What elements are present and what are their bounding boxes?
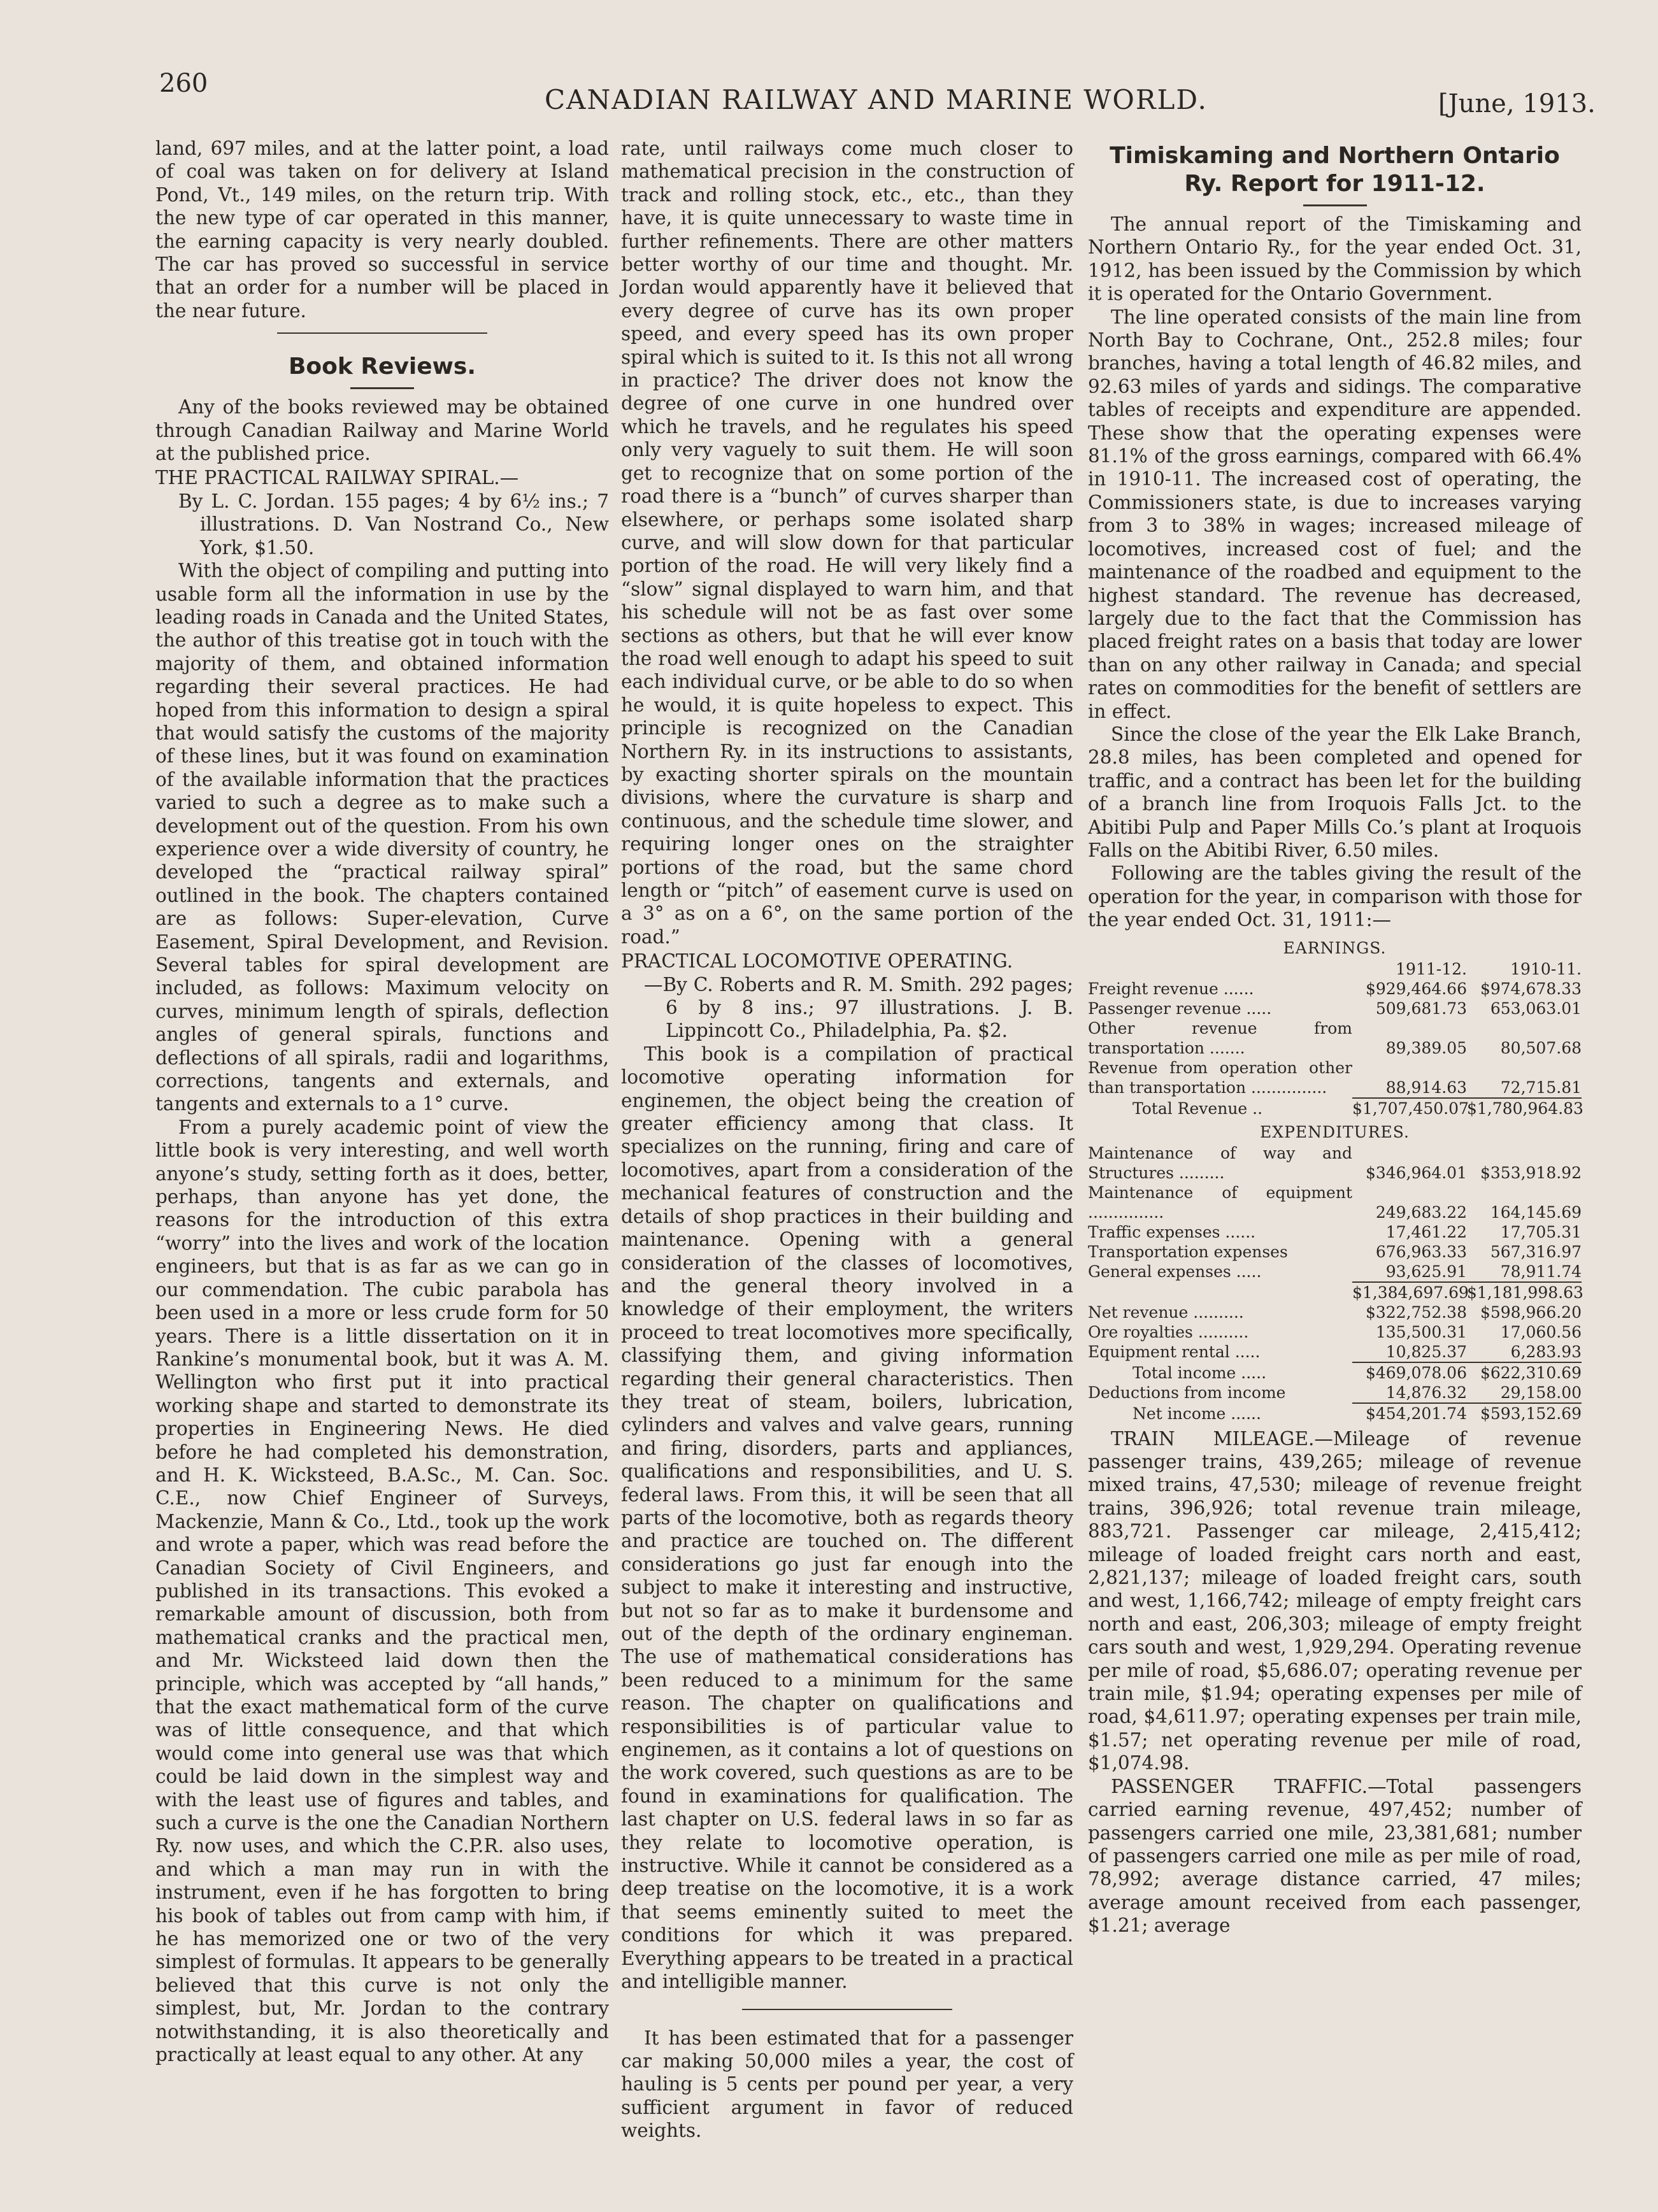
article-paragraph: Since the close of the year the Elk Lake Branch, 28.8 miles, has been completed and opened for traffic, and a contract has been let for the building of a branch line from Iroquois Falls Jct. to the Abitibi Pulp and Paper Mills Co.’s plant at Iroquois Falls on the Abitibi River, 6.50 miles. bbox=[1088, 723, 1582, 861]
value-1910-11: 17,705.31 bbox=[1500, 1222, 1582, 1241]
row-label: Freight revenue ...... bbox=[1088, 979, 1254, 998]
value-1910-11: $593,152.69 bbox=[1480, 1404, 1582, 1423]
value-1910-11: 6,283.93 bbox=[1510, 1342, 1582, 1361]
table-row bbox=[1088, 1242, 1582, 1262]
value-1910-11: $1,181,998.63 bbox=[1467, 1283, 1583, 1302]
earnings-title: EARNINGS. bbox=[1283, 938, 1387, 957]
book-meta: By L. C. Jordan. 155 pages; 4 by 6½ ins.; 7 illustrations. D. Van Nostrand Co., New York, $1.50. bbox=[178, 490, 609, 559]
value-1910-11: $598,966.20 bbox=[1480, 1302, 1582, 1322]
row-label: General expenses ..... bbox=[1088, 1262, 1262, 1281]
table-row bbox=[1088, 1222, 1582, 1242]
review-paragraph: With the object of compiling and putting into usable form all the information in use by the leading roads in Canada and the United States, the author of this treatise got in touch with the majority of them, and obtained information regarding their several practices. He had hoped from this information to design a spiral that would satisfy the customs of the majority of these lines, but it was found on examination of the available information that the practices varied to such a degree as to make such a development out of the question. From his own experience over a wide diversity of country, he developed the “practical railway spiral” outlined in the book. The chapters contained are as follows: Super-elevation, Curve Easement, Spiral Development, and Revision. Several tables for spiral development are included, as follows: Maximum velocity on curves, minimum length of spirals, deflection angles of general spirals, functions and deflections of all spirals, radii and logarithms, corrections, tangents and externals, and tangents and externals to a 1° curve. bbox=[155, 560, 609, 1115]
article-continuation: land, 697 miles, and at the latter point, a load of coal was taken on for delivery at Island Pond, Vt., 149 miles, on the return trip. With the new type of car operated in this manner, the earning capacity is very nearly doubled. The car has proved so successful in service that an order for a number will be placed in the near future. bbox=[155, 138, 609, 322]
page-header bbox=[0, 0, 1658, 134]
page-number: 260 bbox=[159, 69, 208, 98]
value-1910-11: 72,715.81 bbox=[1500, 1078, 1582, 1097]
review-paragraph: rate, until railways come much closer to mathematical precision in the construction of track and rolling stock, etc., etc., than they have, it is quite unnecessary to waste time in further refinements. There are other matters better worthy of our time and thought. Mr. Jordan would apparently have it believed that every degree of curve has its own proper speed, and every speed has its own proper spiral which is suited to it. Is this not all wrong in practice? The driver does not know the degree of one curve in one hundred over which he travels, and he regulates his speed only very vaguely to suit them. He will soon get to recognize that on some portion of the road there is a “bunch” of curves sharper than elsewhere, or perhaps some isolated sharp curve, and will slow down for that particular portion of the road. He will very likely find a “slow” signal displayed to warn him, and that his schedule will not be as fast over some sections as others, but that he will ever know the road well enough to adapt his speed to suit each individual curve, or be able to do so when he would, it is quite hopeless to expect. This principle is recognized on the Canadian Northern Ry. in its instructions to assistants, by exacting shorter spirals on the mountain divisions, where the curvature is sharp and continuous, and the schedule time slower, and requiring longer ones on the straighter portions of the road, but the same chord length or “pitch” of easement curve is used on a 3° as on a 6°, on the same portion of the road.” bbox=[621, 138, 1073, 948]
value-1911-12: 93,625.91 bbox=[1385, 1262, 1467, 1281]
table-row-total bbox=[1088, 1099, 1582, 1118]
reviews-note: Any of the books reviewed may be obtained through Canadian Railway and Marine World at the published price. bbox=[155, 396, 609, 465]
value-1911-12: 676,963.33 bbox=[1375, 1242, 1467, 1261]
row-label: Maintenance of way and Structures ......... bbox=[1088, 1143, 1352, 1182]
row-label: Maintenance of equipment ............... bbox=[1088, 1183, 1352, 1222]
value-1911-12: 17,461.22 bbox=[1385, 1222, 1467, 1241]
value-1911-12: $1,384,697.69 bbox=[1352, 1283, 1469, 1302]
value-1911-12: 509,681.73 bbox=[1375, 999, 1467, 1018]
book-meta: —By C. Roberts and R. M. Smith. 292 pages; 6 by 8 ins.; 97 illustrations. J. B. Lippincott Co., Philadelphia, Pa. $2. bbox=[644, 973, 1073, 1042]
value-1910-11: 29,158.00 bbox=[1500, 1383, 1582, 1402]
financial-tables bbox=[1088, 938, 1582, 1424]
table-row-total-income bbox=[1088, 1363, 1582, 1383]
value-1910-11: 567,316.97 bbox=[1490, 1242, 1582, 1261]
value-1911-12: $1,707,450.07 bbox=[1352, 1099, 1469, 1118]
value-1911-12: 88,914.63 bbox=[1385, 1078, 1467, 1097]
row-label: Total income ..... bbox=[1133, 1363, 1267, 1382]
issue-date: [June, 1913. bbox=[1438, 89, 1596, 118]
row-label: Transportation expenses bbox=[1088, 1242, 1288, 1261]
table-row bbox=[1088, 1018, 1582, 1058]
value-1910-11: 164,145.69 bbox=[1490, 1202, 1582, 1222]
value-1910-11: 17,060.56 bbox=[1500, 1322, 1582, 1341]
value-1910-11: $1,780,964.83 bbox=[1467, 1099, 1583, 1118]
article-paragraph: Following are the tables giving the result of the operation for the year, in comparison with those for the year ended Oct. 31, 1911:— bbox=[1088, 862, 1582, 931]
value-1911-12: $454,201.74 bbox=[1365, 1404, 1467, 1423]
value-1911-12: 135,500.31 bbox=[1375, 1322, 1467, 1341]
masthead: CANADIAN RAILWAY AND MARINE WORLD. bbox=[545, 84, 1208, 115]
train-mileage-paragraph: TRAIN MILEAGE.—Mileage of revenue passenger trains, 439,265; mileage of revenue mixed trains, 47,530; mileage of revenue freight trains, 396,926; total revenue train mileage, 883,721. Passenger car mileage, 2,415,412; mileage of loaded freight cars north and east, 2,821,137; mileage of loaded freight cars, south and west, 1,166,742; mileage of empty freight cars north and east, 206,303; mileage of empty freight cars south and west, 1,929,294. Operating revenue per mile of road, $5,686.07; operating revenue per train mile, $1.94; operating expenses per mile of road, $4,611.97; operating expenses per train mile, $1.57; net operating revenue per mile of road, $1,074.98. bbox=[1088, 1427, 1582, 1774]
book-reviews-heading: Book Reviews. bbox=[288, 353, 476, 380]
divider bbox=[277, 332, 487, 334]
table-row bbox=[1088, 979, 1582, 999]
book-title: THE PRACTICAL RAILWAY SPIRAL.— bbox=[155, 467, 519, 489]
book-title: PRACTICAL LOCOMOTIVE OPERATING. bbox=[621, 950, 1013, 973]
divider bbox=[1303, 204, 1367, 206]
value-1910-11: $974,678.33 bbox=[1480, 979, 1582, 998]
year-header: 1911-12. bbox=[1396, 959, 1467, 978]
row-label: Equipment rental ..... bbox=[1088, 1342, 1261, 1361]
row-label: Traffic expenses ...... bbox=[1088, 1222, 1256, 1241]
value-1910-11: 78,911.74 bbox=[1500, 1262, 1582, 1281]
table-row bbox=[1088, 1322, 1582, 1342]
year-headers bbox=[1088, 959, 1582, 979]
passenger-traffic-paragraph: PASSENGER TRAFFIC.—Total passengers carried earning revenue, 497,452; number of passengers carried one mile, 23,381,681; number of passengers carried one mile as per mile of road, 78,992; average distance carried, 47 miles; average amount received from each passenger, $1.21; average bbox=[1088, 1775, 1582, 1937]
row-label: Total Revenue .. bbox=[1133, 1099, 1263, 1118]
value-1911-12: $929,464.66 bbox=[1365, 979, 1467, 998]
table-row bbox=[1088, 1342, 1582, 1362]
table-row bbox=[1088, 1262, 1582, 1281]
value-1911-12: 10,825.37 bbox=[1385, 1342, 1467, 1361]
table-row bbox=[1088, 1383, 1582, 1402]
news-item: It has been estimated that for a passenger car making 50,000 miles a year, the cost of hauling is 5 cents per pound per year, a very sufficient argument in favor of reduced weights. bbox=[621, 2027, 1073, 2142]
row-label: Ore royalties .......... bbox=[1088, 1322, 1249, 1341]
value-1911-12: $469,078.06 bbox=[1365, 1363, 1467, 1382]
table-row-net-income bbox=[1088, 1404, 1582, 1424]
expenditures-title: EXPENDITURES. bbox=[1260, 1122, 1410, 1141]
divider bbox=[350, 387, 414, 389]
review-paragraph: From a purely academic point of view the little book is very interesting, and well worth anyone’s study, setting forth as it does, better, perhaps, than anyone has yet done, the reasons for the introduction of this extra “worry” into the lives and work of the location engineers, but that is as far as we can go in our commendation. The cubic parabola has been used in a more or less crude form for 50 years. There is a little dissertation on it in Rankine’s monumental book, but it was A. M. Wellington who first put it into practical working shape and started to demonstrate its properties in Engineering News. He died before he had completed his demonstration, and H. K. Wicksteed, B.A.Sc., M. Can. Soc. C.E., now Chief Engineer of Surveys, Mackenzie, Mann & Co., Ltd., took up the work and wrote a paper, which was read before the Canadian Society of Civil Engineers, and published in its transactions. This evoked a remarkable amount of discussion, both from mathematical cranks and the practical men, and Mr. Wicksteed laid down then the principle, which was accepted by “all hands,” that the exact mathematical form of the curve was of little consequence, and that which would come into general use was that which could be laid down in the simplest way and with the least use of figures and tables, and such a curve is the one the Canadian Northern Ry. now uses, and which the C.P.R. also uses, and which a man may run in with the instrument, even if he has forgotten to bring his book of tables out from camp with him, if he has memorized one or two of the very simplest of formulas. It appears to be generally believed that this curve is not only the simplest, but, Mr. Jordan to the contrary notwithstanding, it is also theoretically and practically at least equal to any other. At any bbox=[155, 1116, 609, 2066]
table-row bbox=[1088, 1183, 1582, 1222]
value-1910-11: 80,507.68 bbox=[1500, 1038, 1582, 1057]
divider bbox=[742, 2009, 952, 2010]
row-label: Deductions from income bbox=[1088, 1383, 1286, 1402]
table-row-subtotal bbox=[1088, 1283, 1582, 1302]
table-row bbox=[1088, 1058, 1582, 1097]
value-1911-12: $346,964.01 bbox=[1365, 1163, 1467, 1182]
row-label: Net revenue .......... bbox=[1088, 1302, 1244, 1322]
value-1911-12: 89,389.05 bbox=[1385, 1038, 1467, 1057]
year-header: 1910-11. bbox=[1510, 959, 1582, 978]
row-label: Revenue from operation other than transportation ............... bbox=[1088, 1058, 1352, 1097]
value-1911-12: 249,683.22 bbox=[1375, 1202, 1467, 1222]
column-1 bbox=[155, 137, 609, 2067]
table-row bbox=[1088, 1302, 1582, 1322]
article-paragraph: The line operated consists of the main line from North Bay to Cochrane, Ont., 252.8 miles; four branches, having a total length of 46.82 miles, and 92.63 miles of yards and sidings. The comparative tables of receipts and expenditure are appended. These show that the operating expenses were 81.1% of the gross earnings, compared with 66.4% in 1910-11. The increased cost of operating, the Commissioners state, is due to increases varying from 3 to 38% in wages; increased mileage of locomotives, increased cost of fuel; and the maintenance of the roadbed and equipment to the highest standard. The revenue has decreased, largely due to the fact that the Commission has placed freight rates on a basis that today are lower than on any other railway in Canada; and special rates on commodities for the benefit of settlers are in effect. bbox=[1088, 306, 1582, 722]
value-1910-11: 653,063.01 bbox=[1490, 999, 1582, 1018]
review-paragraph: This book is a compilation of practical locomotive operating information for enginemen, the object being the creation of greater efficiency among that class. It specializes on the running, firing and care of locomotives, apart from a consideration of the mechanical features of construction and the details of shop practices in their building and maintenance. Opening with a general consideration of the classes of locomotives, and the general theory involved in a knowledge of their employment, the writers proceed to treat locomotives more specifically, classifying them, and giving information regarding their general characteristics. Then they treat of steam, boilers, lubrication, cylinders and valves and valve gears, running and firing, disorders, parts and appliances, qualifications and responsibilities, and U. S. federal laws. From this, it will be seen that all parts of the locomotive, both as regards theory and practice are touched on. The different considerations go just far enough into the subject to make it interesting and instructive, but not so far as to make it burdensome and out of the depth of the ordinary engineman. The use of mathematical considerations has been reduced to a minimum for the same reason. The chapter on qualifications and responsibilities is of particular value to enginemen, as it contains a lot of questions on the work covered, such questions as are to be found in examinations for qualification. The last chapter on U.S. federal laws in so far as they relate to locomotive operation, is instructive. While it cannot be considered as a deep treatise on the locomotive, it is a work that seems eminently suited to meet the conditions for which it was prepared. Everything appears to be treated in a practical and intelligible manner. bbox=[621, 1043, 1073, 1993]
value-1911-12: 14,876.32 bbox=[1385, 1383, 1467, 1402]
article-paragraph: The annual report of the Timiskaming and Northern Ontario Ry., for the year ended Oct. 31, 1912, has been issued by the Commission by which it is operated for the Ontario Government. bbox=[1088, 213, 1582, 305]
table-row bbox=[1088, 1143, 1582, 1183]
table-row bbox=[1088, 999, 1582, 1018]
article-heading: Timiskaming and Northern Ontario Ry. Report for 1911-12. bbox=[1110, 143, 1560, 197]
value-1911-12: $322,752.38 bbox=[1365, 1302, 1467, 1322]
column-3 bbox=[1088, 137, 1582, 1937]
row-label: Passenger revenue ..... bbox=[1088, 999, 1272, 1018]
value-1910-11: $353,918.92 bbox=[1480, 1163, 1582, 1182]
row-label: Other revenue from transportation ....... bbox=[1088, 1018, 1352, 1057]
value-1910-11: $622,310.69 bbox=[1480, 1363, 1582, 1382]
column-2 bbox=[621, 137, 1073, 2143]
row-label: Net income ...... bbox=[1133, 1404, 1261, 1423]
